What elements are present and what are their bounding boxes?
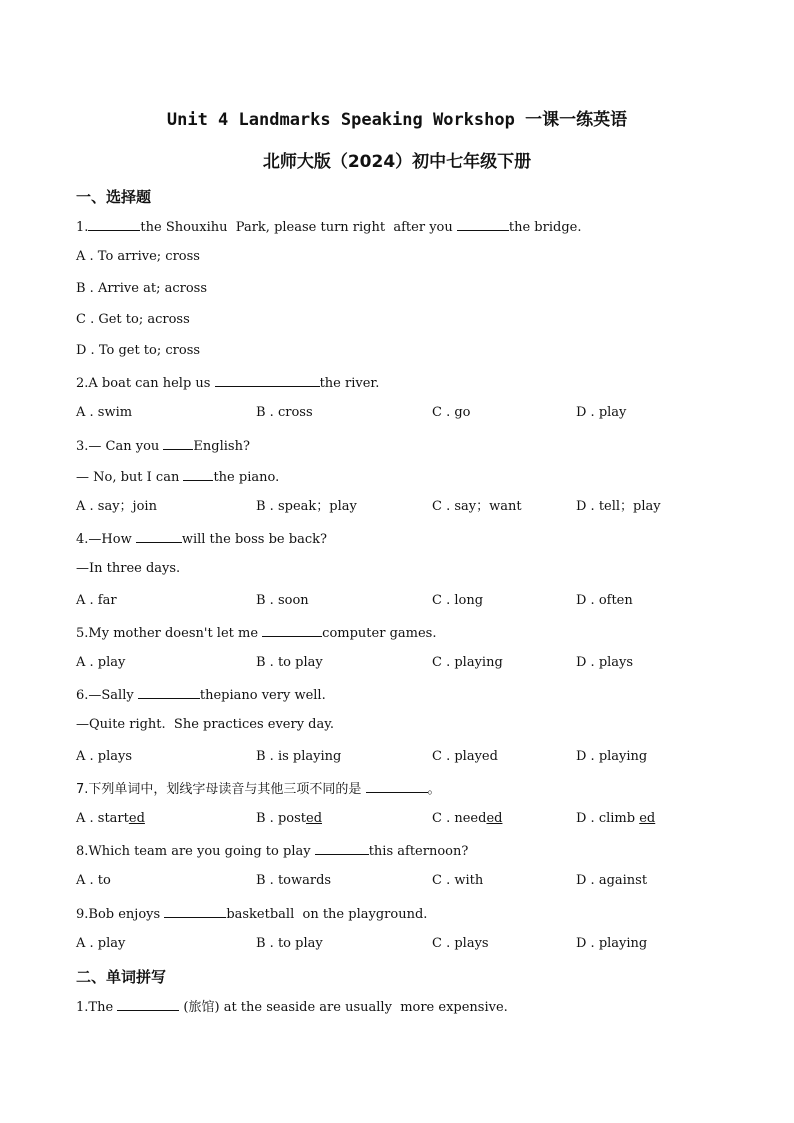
question-text: 4.—How	[76, 532, 136, 547]
question-text: 1.The	[76, 1000, 118, 1015]
answer-blank	[163, 436, 193, 450]
question-text: English?	[193, 439, 250, 454]
answer-blank	[117, 997, 179, 1011]
option-d: D . often	[576, 593, 633, 608]
question-2	[76, 373, 379, 393]
document-title: Unit 4 Landmarks Speaking Workshop 一课一练英语	[166, 110, 628, 130]
answer-blank	[457, 217, 509, 231]
option-b: B . towards	[256, 873, 332, 888]
option-c: C . say；want	[432, 499, 522, 514]
underlined-letters: ed	[128, 811, 145, 826]
option-b	[256, 810, 322, 828]
option-b: B . to play	[256, 936, 323, 951]
question-9	[76, 904, 427, 924]
option-c: C . with	[432, 873, 484, 888]
answer-blank	[366, 779, 428, 793]
option-b: B . soon	[256, 593, 309, 608]
option-d	[576, 810, 655, 828]
option-c: C . playing	[432, 655, 503, 670]
question-4-reply: —In three days.	[76, 561, 181, 576]
option-a: A . play	[76, 936, 126, 951]
option-a: A . to	[76, 873, 111, 888]
option-c: C . go	[432, 405, 471, 420]
question-number: 1.	[76, 220, 89, 235]
underlined-letters: ed	[306, 811, 323, 826]
underlined-letters: ed	[639, 811, 656, 826]
option-c	[432, 810, 502, 828]
answer-blank	[262, 623, 322, 637]
question-text: thepiano very well.	[199, 688, 326, 703]
option-a: A . swim	[76, 405, 133, 420]
question-text: 6.—Sally	[76, 688, 138, 703]
question-text: the bridge.	[508, 220, 582, 235]
answer-blank	[215, 373, 320, 387]
question-text: — No, but I can	[76, 470, 184, 485]
question-text: 9.Bob enjoys	[76, 907, 165, 922]
question-6-reply: —Quite right. She practices every day.	[76, 717, 335, 732]
question-3	[76, 436, 250, 456]
option-a: A . far	[76, 593, 117, 608]
option-d: D . plays	[576, 655, 634, 670]
option-c: C . Get to; across	[76, 312, 190, 327]
spelling-question-1	[76, 997, 508, 1017]
option-a	[76, 810, 145, 828]
option-d: D . playing	[576, 749, 648, 764]
question-7	[76, 779, 441, 799]
question-6	[76, 685, 326, 705]
question-text: 3.— Can you	[76, 439, 164, 454]
option-b: B . Arrive at; across	[76, 281, 207, 296]
question-text: computer games.	[322, 626, 437, 641]
option-d: D . To get to; cross	[76, 343, 201, 358]
option-b: B . cross	[256, 405, 313, 420]
option-text: B . post	[256, 811, 306, 826]
question-text: 8.Which team are you going to play	[76, 844, 315, 859]
option-b: B . to play	[256, 655, 323, 670]
option-c: C . long	[432, 593, 484, 608]
option-b: B . is playing	[256, 749, 342, 764]
answer-blank	[183, 467, 213, 481]
underlined-letters: ed	[486, 811, 503, 826]
option-c: C . plays	[432, 936, 489, 951]
answer-blank	[164, 904, 226, 918]
question-8	[76, 841, 468, 861]
answer-blank	[88, 217, 140, 231]
section-heading-choice: 一、选择题	[76, 188, 152, 206]
option-a: A . plays	[76, 749, 133, 764]
question-text: the piano.	[213, 470, 280, 485]
option-d: D . against	[576, 873, 648, 888]
option-a: A . play	[76, 655, 126, 670]
question-text: 5.My mother doesn't let me	[76, 626, 263, 641]
answer-blank	[136, 529, 182, 543]
option-d: D . play	[576, 405, 627, 420]
option-b: B . speak；play	[256, 499, 357, 514]
question-text: basketball on the playground.	[226, 907, 428, 922]
answer-blank	[138, 685, 200, 699]
question-3-reply	[76, 467, 279, 487]
question-text: 7.下列单词中，划线字母读音与其他三项不同的是	[76, 782, 366, 797]
question-4	[76, 529, 327, 549]
document-subtitle: 北师大版（2024）初中七年级下册	[262, 152, 532, 172]
option-text: A . start	[76, 811, 129, 826]
question-text: (旅馆) at the seaside are usually more expensive.	[179, 1000, 508, 1015]
question-text: 2.A boat can help us	[76, 376, 215, 391]
option-text: D . climb	[576, 811, 640, 826]
option-c: C . played	[432, 749, 498, 764]
answer-blank	[315, 841, 369, 855]
option-text: C . need	[432, 811, 487, 826]
option-d: D . tell；play	[576, 499, 661, 514]
section-heading-spelling: 二、单词拼写	[76, 968, 167, 986]
question-text: the river.	[319, 376, 380, 391]
option-d: D . playing	[576, 936, 648, 951]
option-a: A . To arrive; cross	[76, 249, 200, 264]
option-a: A . say；join	[76, 499, 157, 514]
question-text: 。	[427, 782, 441, 797]
question-1	[76, 217, 581, 237]
question-5	[76, 623, 436, 643]
question-text: this afternoon?	[368, 844, 469, 859]
question-text: the Shouxihu Park, please turn right after you	[140, 220, 457, 235]
question-text: will the boss be back?	[181, 532, 327, 547]
